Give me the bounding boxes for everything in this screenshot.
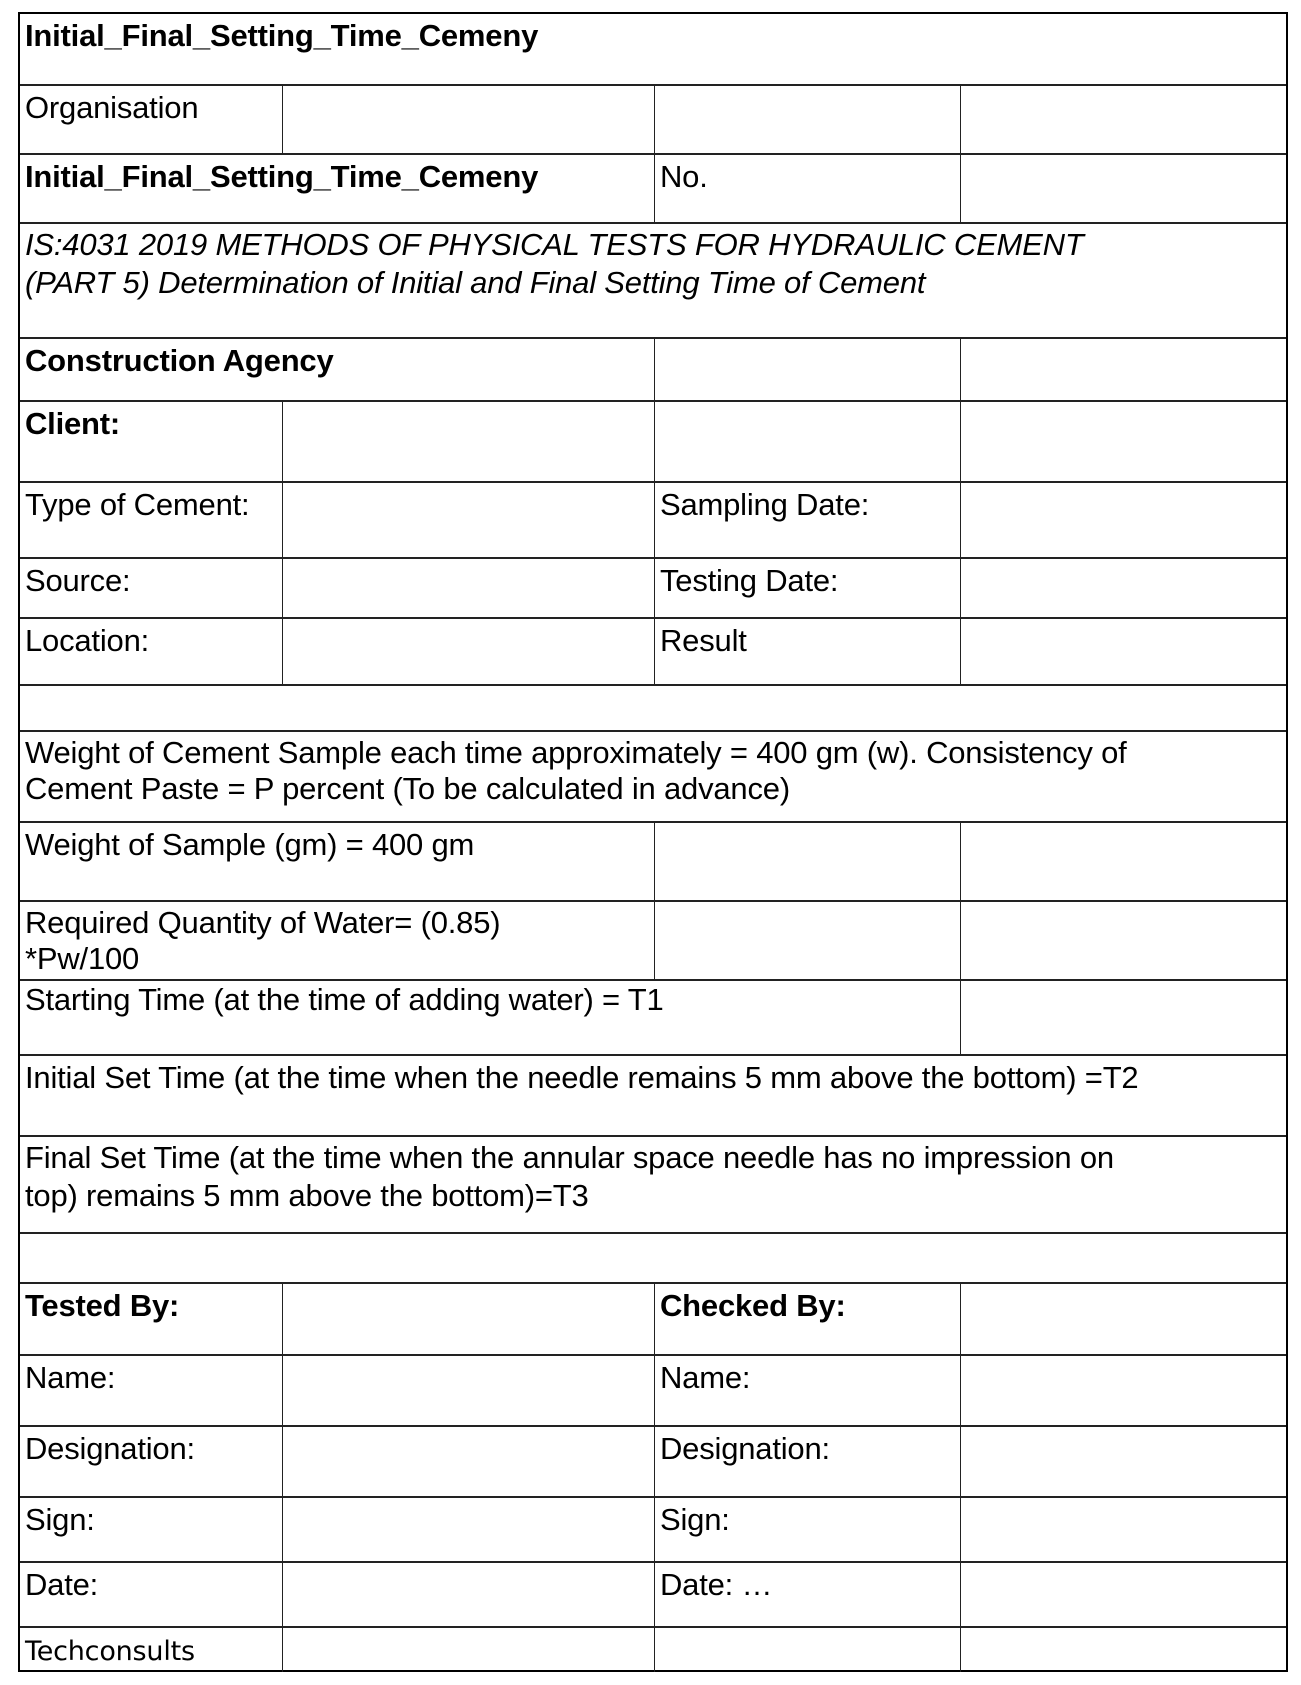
required-water-value-cell[interactable] — [654, 902, 960, 979]
client-extra-cell-2[interactable] — [960, 402, 1286, 481]
document-title: Initial_Final_Setting_Time_Cemeny — [25, 18, 539, 53]
footer-cell-3 — [654, 1628, 960, 1672]
construction-agency-label: Construction Agency — [25, 343, 334, 378]
source-value-cell[interactable] — [282, 559, 654, 617]
tested-by-label-cell — [20, 1284, 282, 1354]
organisation-extra-cell[interactable] — [654, 86, 960, 153]
checked-sign-label: Sign: — [660, 1502, 730, 1537]
tested-date-label: Date: — [25, 1567, 99, 1602]
source-row — [20, 557, 1286, 617]
standard-line-1: IS:4031 2019 METHODS OF PHYSICAL TESTS FOR HYDRAULIC CEMENT — [25, 227, 1084, 262]
result-value-cell[interactable] — [960, 619, 1286, 684]
name-row — [20, 1354, 1286, 1425]
checked-name-label: Name: — [660, 1360, 751, 1395]
sampling-date-label: Sampling Date: — [660, 487, 870, 522]
tested-designation-label-cell — [20, 1427, 282, 1496]
type-of-cement-row — [20, 481, 1286, 557]
testing-date-value-cell[interactable] — [960, 559, 1286, 617]
weight-note-cell — [20, 732, 1286, 821]
tested-name-label-cell — [20, 1356, 282, 1425]
checked-date-label: Date: … — [660, 1567, 773, 1602]
weight-of-sample-label-cell — [20, 823, 654, 900]
tested-sign-label-cell — [20, 1498, 282, 1561]
required-water-line-2: *Pw/100 — [25, 941, 140, 976]
initial-set-time-cell — [20, 1056, 1286, 1135]
required-water-line-1: Required Quantity of Water= (0.85) — [25, 905, 501, 940]
organisation-value-cell[interactable] — [282, 86, 654, 153]
initial-set-time-label: Initial Set Time (at the time when the needle remains 5 mm above the bottom) =T2 — [25, 1060, 1139, 1095]
checked-designation-label-cell — [654, 1427, 960, 1496]
weight-of-sample-row — [20, 821, 1286, 900]
checked-by-value-cell[interactable] — [960, 1284, 1286, 1354]
sampling-date-label-cell — [654, 483, 960, 557]
source-label: Source: — [25, 563, 131, 598]
type-of-cement-label-cell — [20, 483, 282, 557]
type-of-cement-value-cell[interactable] — [282, 483, 654, 557]
weight-note-row — [20, 730, 1286, 821]
setting-time-form-table — [18, 12, 1288, 1672]
weight-note-line-1: Weight of Cement Sample each time approximately = 400 gm (w). Consistency of — [25, 735, 1127, 770]
footer-label-cell — [20, 1628, 282, 1672]
testing-date-label: Testing Date: — [660, 563, 839, 598]
date-row — [20, 1561, 1286, 1626]
checked-by-label-cell — [654, 1284, 960, 1354]
weight-of-sample-extra-cell[interactable] — [960, 823, 1286, 900]
required-water-label-cell — [20, 902, 654, 979]
organisation-row — [20, 84, 1286, 153]
spacer-cell-2 — [20, 1234, 1286, 1282]
signoff-header-row — [20, 1282, 1286, 1354]
location-row — [20, 617, 1286, 684]
client-value-cell[interactable] — [282, 402, 654, 481]
footer-company-name: Techconsults — [25, 1636, 195, 1667]
final-set-time-line-2: top) remains 5 mm above the bottom)=T3 — [25, 1178, 589, 1213]
footer-cell-4 — [960, 1628, 1286, 1672]
checked-sign-label-cell — [654, 1498, 960, 1561]
tested-sign-value-cell[interactable] — [282, 1498, 654, 1561]
footer-cell-2 — [282, 1628, 654, 1672]
spacer-cell — [20, 686, 1286, 730]
construction-agency-extra-cell[interactable] — [960, 339, 1286, 400]
subtitle-row — [20, 153, 1286, 222]
checked-name-label-cell — [654, 1356, 960, 1425]
organisation-label: Organisation — [25, 90, 199, 125]
client-label: Client: — [25, 406, 121, 441]
checked-designation-label: Designation: — [660, 1431, 830, 1466]
final-set-time-line-1: Final Set Time (at the time when the annular space needle has no impression on — [25, 1140, 1114, 1175]
source-label-cell — [20, 559, 282, 617]
tested-by-label: Tested By: — [25, 1288, 180, 1323]
tested-designation-value-cell[interactable] — [282, 1427, 654, 1496]
checked-date-label-cell — [654, 1563, 960, 1626]
tested-by-value-cell[interactable] — [282, 1284, 654, 1354]
location-value-cell[interactable] — [282, 619, 654, 684]
spacer-row-2 — [20, 1232, 1286, 1282]
sampling-date-value-cell[interactable] — [960, 483, 1286, 557]
no-label: No. — [660, 159, 708, 194]
checked-sign-value-cell[interactable] — [960, 1498, 1286, 1561]
construction-agency-value-cell[interactable] — [654, 339, 960, 400]
result-label-cell — [654, 619, 960, 684]
starting-time-value-cell[interactable] — [960, 981, 1286, 1054]
tested-designation-label: Designation: — [25, 1431, 195, 1466]
sign-row — [20, 1496, 1286, 1561]
client-row — [20, 400, 1286, 481]
checked-by-label: Checked By: — [660, 1288, 846, 1323]
client-label-cell — [20, 402, 282, 481]
client-extra-cell[interactable] — [654, 402, 960, 481]
title-cell — [20, 14, 1286, 86]
checked-date-value-cell[interactable] — [960, 1563, 1286, 1626]
tested-date-label-cell — [20, 1563, 282, 1626]
starting-time-label: Starting Time (at the time of adding water) = T1 — [25, 982, 664, 1017]
organisation-label-cell — [20, 86, 282, 153]
footer-row — [20, 1626, 1286, 1672]
starting-time-row — [20, 979, 1286, 1054]
required-water-extra-cell[interactable] — [960, 902, 1286, 979]
no-label-cell — [654, 155, 960, 222]
tested-name-label: Name: — [25, 1360, 116, 1395]
no-value-cell[interactable] — [960, 155, 1286, 222]
tested-date-value-cell[interactable] — [282, 1563, 654, 1626]
final-set-time-row — [20, 1135, 1286, 1232]
tested-sign-label: Sign: — [25, 1502, 95, 1537]
location-label-cell — [20, 619, 282, 684]
construction-agency-row — [20, 337, 1286, 400]
spacer-row — [20, 684, 1286, 730]
title-row — [20, 14, 1286, 86]
final-set-time-cell — [20, 1137, 1286, 1232]
tested-name-value-cell[interactable] — [282, 1356, 654, 1425]
subtitle-cell — [20, 155, 654, 222]
construction-agency-label-cell — [20, 339, 654, 400]
standard-row — [20, 222, 1286, 337]
organisation-extra-cell-2[interactable] — [960, 86, 1286, 153]
type-of-cement-label: Type of Cement: — [25, 487, 250, 522]
testing-date-label-cell — [654, 559, 960, 617]
result-label: Result — [660, 623, 747, 658]
designation-row — [20, 1425, 1286, 1496]
standard-line-2: (PART 5) Determination of Initial and Final Setting Time of Cement — [25, 265, 926, 300]
document-subtitle: Initial_Final_Setting_Time_Cemeny — [25, 159, 539, 194]
weight-of-sample-value-cell[interactable] — [654, 823, 960, 900]
weight-note-line-2: Cement Paste = P percent (To be calculated in advance) — [25, 771, 790, 806]
standard-cell — [20, 224, 1286, 337]
location-label: Location: — [25, 623, 150, 658]
initial-set-time-row — [20, 1054, 1286, 1135]
required-water-row — [20, 900, 1286, 979]
starting-time-label-cell — [20, 981, 960, 1054]
weight-of-sample-label: Weight of Sample (gm) = 400 gm — [25, 827, 475, 862]
checked-designation-value-cell[interactable] — [960, 1427, 1286, 1496]
checked-name-value-cell[interactable] — [960, 1356, 1286, 1425]
